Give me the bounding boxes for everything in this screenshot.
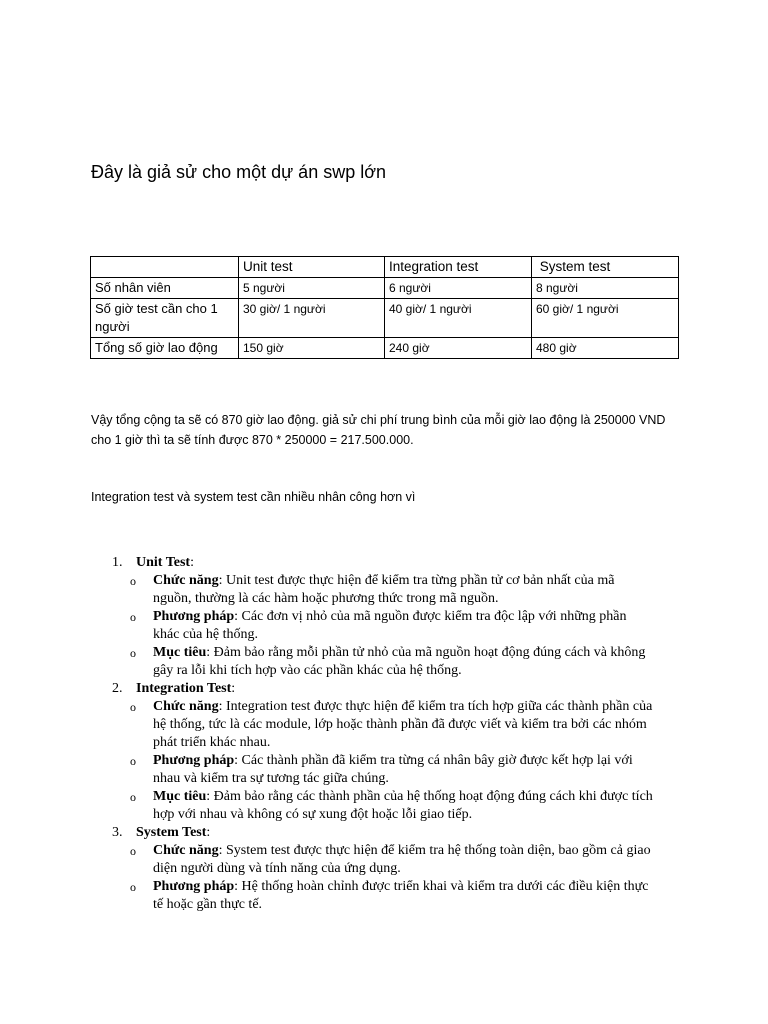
sub-item-text: : Các thành phần đã kiểm tra từng cá nhân bây giờ được kết hợp lại với nhau và kiểm tra sự tương tác giữa chúng. (153, 753, 633, 786)
bullet-icon: o (130, 880, 136, 894)
sub-item-text: : Unit test được thực hiện để kiểm tra từng phần tử cơ bản nhất của mã nguồn, thường là các hàm hoặc phương thức trong mã nguồn. (153, 573, 615, 606)
table-cell: 240 giờ (385, 338, 532, 359)
sub-item-label: Chức năng (153, 699, 219, 714)
sub-item-text: : Đảm bảo rằng các thành phần của hệ thống hoạt động đúng cách khi được tích hợp với nhau và không có sự xung đột hoặc lỗi giao tiếp. (153, 789, 653, 822)
list-item-title: Unit Test (136, 555, 191, 570)
note-paragraph: Integration test và system test cần nhiều nhân công hơn vì (91, 490, 416, 504)
sub-item-text: : Đảm bảo rằng mỗi phần tử nhỏ của mã nguồn hoạt động đúng cách và không gây ra lỗi khi tích hợp vào các phần khác của hệ thống. (153, 645, 646, 678)
table-row (91, 338, 679, 359)
table-cell: 150 giờ (239, 338, 385, 359)
sub-item (108, 608, 653, 644)
sub-item-text: : Integration test được thực hiện để kiểm tra tích hợp giữa các thành phần của hệ thống, tức là các module, lớp hoặc thành phần đã được viết và kiểm tra bởi các nhóm phát triển khác nhau. (153, 699, 653, 750)
table-row-label: Số giờ test cần cho 1 người (91, 299, 239, 338)
list-item (108, 680, 708, 698)
summary-line: cho 1 giờ thì ta sẽ tính được 870 * 250000 = 217.500.000. (91, 433, 414, 447)
table-row-label: Tổng số giờ lao động (91, 338, 239, 359)
list-item-title: Integration Test (136, 681, 232, 696)
table-header-cell: Integration test (385, 257, 532, 278)
bullet-icon: o (130, 844, 136, 858)
table-row (91, 299, 679, 338)
bullet-icon: o (130, 646, 136, 660)
test-hours-table (90, 256, 679, 359)
table-cell: 6 người (385, 278, 532, 299)
list-item (108, 824, 708, 842)
table-cell: 5 người (239, 278, 385, 299)
sub-item-label: Phương pháp (153, 879, 235, 894)
sub-item-text: : Các đơn vị nhỏ của mã nguồn được kiểm tra độc lập với những phần khác của hệ thống. (153, 609, 627, 642)
table-cell: 30 giờ/ 1 người (239, 299, 385, 338)
summary-line: Vậy tổng cộng ta sẽ có 870 giờ lao động. giả sử chi phí trung bình của mỗi giờ lao động là 250000 VND (91, 413, 666, 427)
table-row-label: Số nhân viên (91, 278, 239, 299)
document-title: Đây là giả sử cho một dự án swp lớn (91, 162, 387, 182)
sub-item-label: Phương pháp (153, 753, 235, 768)
table-header-cell: System test (532, 257, 679, 278)
table-cell: 40 giờ/ 1 người (385, 299, 532, 338)
sub-item (108, 878, 653, 914)
sub-item-text: : System test được thực hiện để kiểm tra hệ thống toàn diện, bao gồm cả giao diện người dùng và tính năng của ứng dụng. (153, 843, 651, 876)
sub-item (108, 752, 653, 788)
bullet-icon: o (130, 700, 136, 714)
bullet-icon: o (130, 574, 136, 588)
sub-item-label: Mục tiêu (153, 645, 207, 660)
table-row (91, 278, 679, 299)
list-colon: : (231, 681, 236, 696)
list-colon: : (190, 555, 194, 570)
table-cell: 60 giờ/ 1 người (532, 299, 679, 338)
sub-item (108, 644, 653, 680)
list-number: 1. (112, 555, 123, 570)
list-colon: : (206, 825, 211, 840)
list-item-title: System Test (136, 825, 207, 840)
bullet-icon: o (130, 610, 136, 624)
bullet-icon: o (130, 790, 136, 804)
sub-item (108, 698, 653, 752)
sub-item (108, 572, 653, 608)
table-cell: 480 giờ (532, 338, 679, 359)
sub-item (108, 842, 653, 878)
table-cell: 8 người (532, 278, 679, 299)
table-header-cell: Unit test (239, 257, 385, 278)
table-header-cell (91, 257, 239, 278)
sub-item-label: Chức năng (153, 843, 219, 858)
sub-item (108, 788, 653, 824)
list-item (108, 554, 708, 572)
sub-item-text: : Hệ thống hoàn chỉnh được triển khai và kiểm tra dưới các điều kiện thực tế hoặc gần thực tế. (153, 879, 649, 912)
sub-item-label: Chức năng (153, 573, 219, 588)
sub-item-label: Phương pháp (153, 609, 235, 624)
bullet-icon: o (130, 754, 136, 768)
list-number: 2. (112, 681, 123, 696)
table-header-row (91, 257, 679, 278)
test-type-list (108, 554, 708, 914)
summary-paragraph (91, 410, 691, 450)
list-number: 3. (112, 825, 123, 840)
sub-item-label: Mục tiêu (153, 789, 207, 804)
